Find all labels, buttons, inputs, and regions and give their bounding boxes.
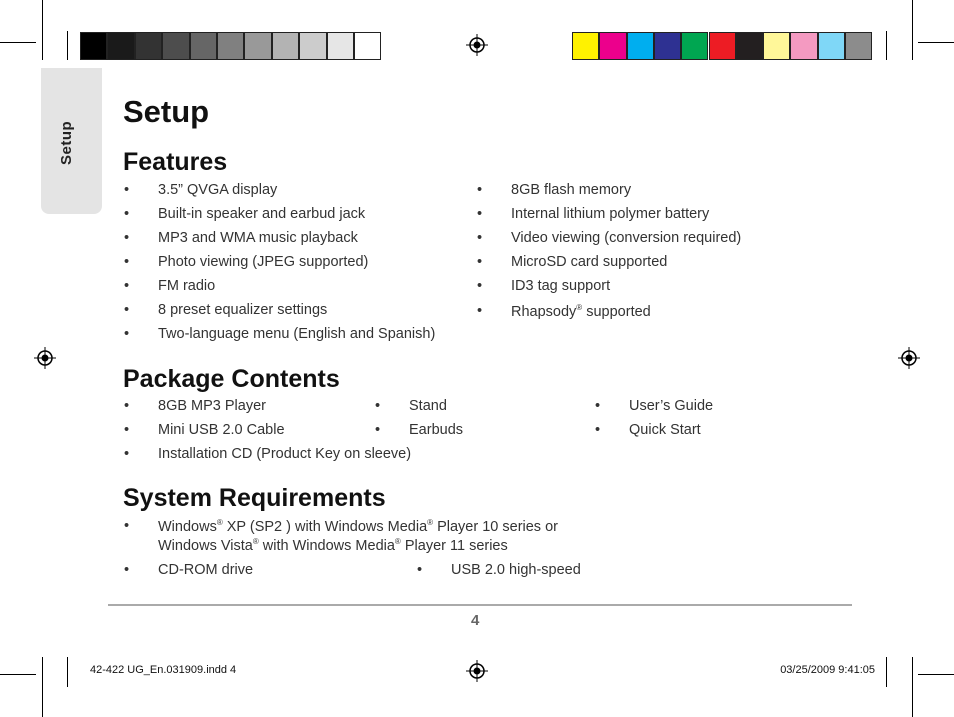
- color-swatch: [272, 32, 299, 60]
- bullet: •: [124, 254, 130, 270]
- footer-file-name: 42-422 UG_En.031909.indd 4: [90, 664, 237, 676]
- bullet: •: [124, 278, 130, 294]
- color-swatch: [599, 32, 626, 60]
- list-item-text: 3.5” QVGA display: [158, 182, 278, 198]
- color-swatch: [627, 32, 654, 60]
- list-item-text: Internal lithium polymer battery: [511, 206, 710, 222]
- bullet: •: [124, 398, 130, 414]
- bullet: •: [124, 182, 130, 198]
- color-swatch: [572, 32, 599, 60]
- bullet: •: [124, 230, 130, 246]
- color-swatch: [654, 32, 681, 60]
- footer-rule: [108, 604, 852, 606]
- bullet: •: [124, 206, 130, 222]
- color-swatch: [736, 32, 763, 60]
- bullet: •: [375, 398, 381, 414]
- list-item-text: Earbuds: [409, 422, 464, 438]
- list-item-text: Photo viewing (JPEG supported): [158, 254, 369, 270]
- bullet: •: [595, 398, 601, 414]
- color-swatch: [354, 32, 381, 60]
- bullet: •: [124, 446, 130, 462]
- color-swatch: [709, 32, 736, 60]
- list-item-text: MP3 and WMA music playback: [158, 230, 358, 246]
- page-number: 4: [471, 612, 480, 629]
- list-item-text: Installation CD (Product Key on sleeve): [158, 446, 412, 462]
- list-item-text: 8 preset equalizer settings: [158, 302, 328, 318]
- footer-timestamp: 03/25/2009 9:41:05: [780, 664, 875, 676]
- color-swatch: [80, 32, 107, 60]
- color-swatch: [190, 32, 217, 60]
- bullet: •: [124, 302, 130, 318]
- list-item-text: Quick Start: [629, 422, 701, 438]
- color-swatch: [135, 32, 162, 60]
- list-item-text: 8GB flash memory: [511, 182, 632, 198]
- bullet: •: [477, 254, 483, 270]
- side-tab-label: Setup: [58, 120, 75, 165]
- bullet: •: [477, 182, 483, 198]
- list-item-text: MicroSD card supported: [511, 254, 668, 270]
- registration-mark-right: [898, 347, 920, 369]
- bullet: •: [124, 422, 130, 438]
- bullet: •: [477, 230, 483, 246]
- list-item-text: 8GB MP3 Player: [158, 398, 266, 414]
- color-swatch: [845, 32, 872, 60]
- system-requirements-heading: System Requirements: [123, 484, 386, 512]
- list-item-text: Two-language menu (English and Spanish): [158, 326, 436, 342]
- page-title: Setup: [123, 94, 210, 129]
- list-item-text: Mini USB 2.0 Cable: [158, 422, 285, 438]
- registration-mark-top: [466, 34, 488, 56]
- package-contents-heading: Package Contents: [123, 365, 340, 393]
- bullet: •: [375, 422, 381, 438]
- color-swatch: [763, 32, 790, 60]
- color-swatch: [244, 32, 271, 60]
- color-swatch: [217, 32, 244, 60]
- color-swatch: [818, 32, 845, 60]
- list-item-text: Video viewing (conversion required): [511, 230, 742, 246]
- features-heading: Features: [123, 148, 228, 176]
- bullet: •: [477, 206, 483, 222]
- list-item-text: ID3 tag support: [511, 278, 611, 294]
- registration-mark-bottom: [466, 660, 488, 682]
- color-swatch: [107, 32, 134, 60]
- registration-mark-left: [34, 347, 56, 369]
- list-item-text: Built-in speaker and earbud jack: [158, 206, 366, 222]
- color-swatch: [790, 32, 817, 60]
- list-item-text: User’s Guide: [629, 398, 714, 414]
- list-item-text: Stand: [409, 398, 447, 414]
- bullet: •: [477, 278, 483, 294]
- bullet: •: [124, 326, 130, 342]
- bullet: •: [595, 422, 601, 438]
- list-item-text: FM radio: [158, 278, 216, 294]
- color-swatch: [681, 32, 708, 60]
- color-swatch: [299, 32, 326, 60]
- color-swatch: [327, 32, 354, 60]
- color-swatch: [162, 32, 189, 60]
